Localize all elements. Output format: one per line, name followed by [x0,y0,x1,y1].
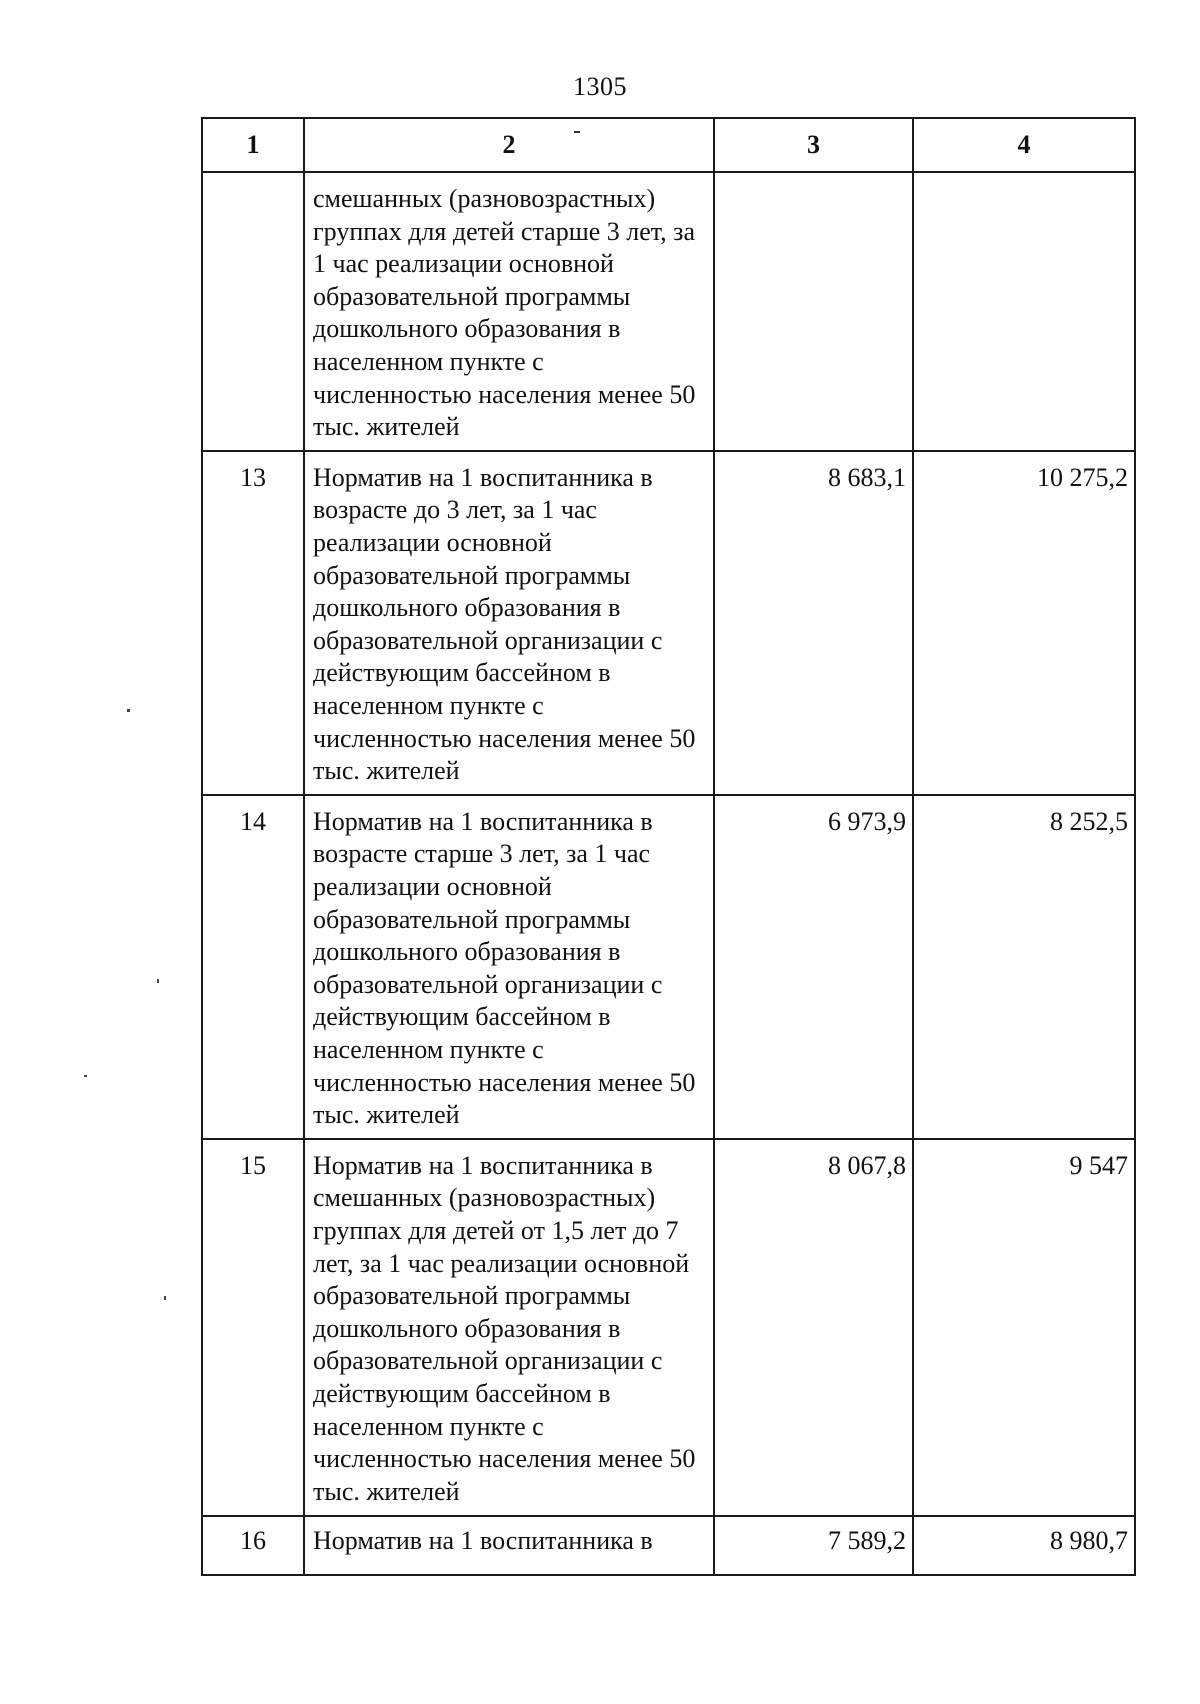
row-value-col3: 7 589,2 [714,1516,913,1575]
row-description: Норматив на 1 воспитанника в смешанных (разновозрастных) группах для детей от 1,5 лет до 7 лет, за 1 час реализации основной образовательной программы дошкольного образования в образовательной организации с действующим бассейном в населенном пункте с численностью населения менее 50 тыс. жителей [304,1139,714,1516]
scan-speck [84,1075,87,1077]
header-col-2: 2 [304,118,714,172]
table-row [202,1139,1135,1516]
header-col-1: 1 [202,118,304,172]
page-number: 1305 [573,72,627,101]
scan-speck [164,1296,166,1300]
table-row [202,1516,1135,1575]
row-description: Норматив на 1 воспитанника в возрасте до 3 лет, за 1 час реализации основной образовательной программы дошкольного образования в образовательной организации с действующим бассейном в населенном пункте с численностью населения менее 50 тыс. жителей [304,451,714,795]
table-row [202,172,1135,451]
scan-speck [127,709,130,712]
row-number: 15 [202,1139,304,1516]
table-row [202,795,1135,1139]
table-header-row [202,118,1135,172]
row-value-col4: 8 252,5 [913,795,1135,1139]
row-value-col3: 8 067,8 [714,1139,913,1516]
row-number: 13 [202,451,304,795]
table-row [202,451,1135,795]
row-number: 14 [202,795,304,1139]
row-number: 16 [202,1516,304,1575]
header-col-3: 3 [714,118,913,172]
row-description: Норматив на 1 воспитанника в [304,1516,714,1575]
row-value-col4: 9 547 [913,1139,1135,1516]
row-description: Норматив на 1 воспитанника в возрасте старше 3 лет, за 1 час реализации основной образовательной программы дошкольного образования в образовательной организации с действующим бассейном в населенном пункте с численностью населения менее 50 тыс. жителей [304,795,714,1139]
row-number [202,172,304,451]
row-value-col3: 8 683,1 [714,451,913,795]
row-value-col4 [913,172,1135,451]
row-description: смешанных (разновозрастных) группах для детей старше 3 лет, за 1 час реализации основной образовательной программы дошкольного образования в населенном пункте с численностью населения менее 50 тыс. жителей [304,172,714,451]
row-value-col4: 8 980,7 [913,1516,1135,1575]
row-value-col4: 10 275,2 [913,451,1135,795]
row-value-col3: 6 973,9 [714,795,913,1139]
row-value-col3 [714,172,913,451]
header-col-4: 4 [913,118,1135,172]
norm-table [201,117,1136,1576]
scan-speck [157,979,159,983]
